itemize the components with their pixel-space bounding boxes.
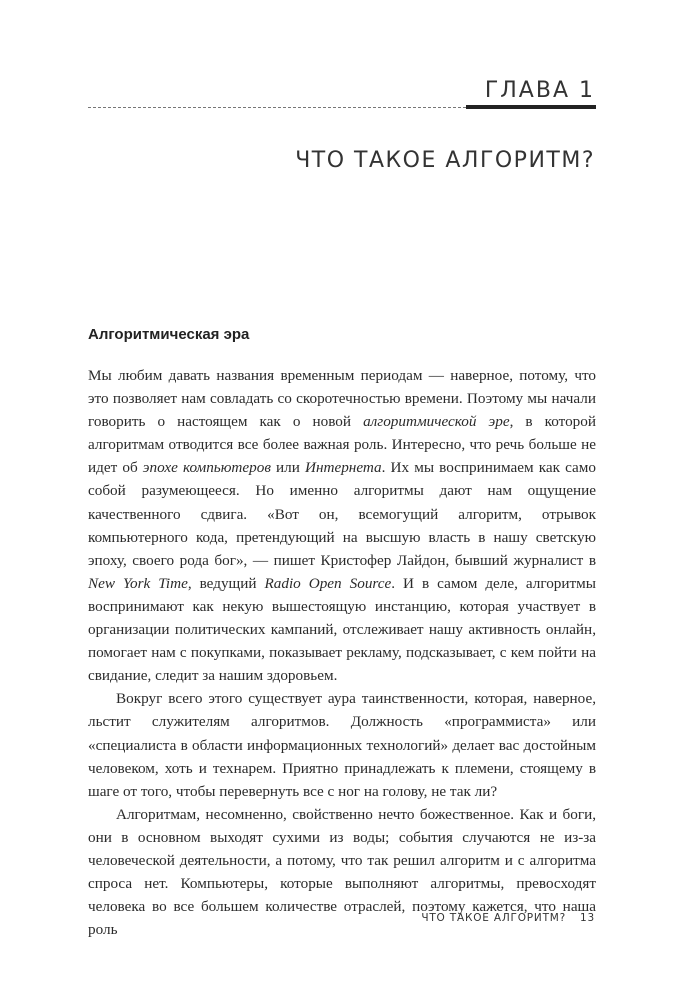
italic-text: Radio Open Source	[264, 574, 392, 592]
text-run: Вокруг всего этого существует аура таинственности, которая, наверное, льстит служителям алгоритмов. Должность «программиста» или «специалиста в области информационных технологий» делает вас достойным человеком, хоть и технарем. Приятно принадлежать к племени, стоящему в шаге от того, чтобы перевернуть все с ног на голову, не так ли?	[88, 690, 596, 800]
section-heading: Алгоритмическая эра	[88, 326, 250, 343]
italic-text: New York Time	[88, 574, 188, 592]
page-number: 13	[580, 912, 595, 924]
italic-text: эпохе компьютеров	[142, 459, 271, 477]
paragraph	[88, 364, 596, 687]
text-run: , в которой алгоритмам отводится все более важная роль. Интересно, что речь больше не идет об	[88, 413, 596, 477]
running-title: ЧТО ТАКОЕ АЛГОРИТМ?	[421, 912, 567, 924]
chapter-title: ЧТО ТАКОЕ АЛГОРИТМ?	[295, 148, 595, 173]
text-run: . Их мы воспринимаем как само собой разумеющееся. Но именно алгоритмы дают нам ощущение качественного сдвига. «Вот он, всемогущий алгоритм, отрывок компьютерного кода, претендующий на высшую власть в нашу светскую эпоху, своего рода бог», — пишет Кристофер Лайдон, бывший журналист в	[88, 459, 596, 569]
paragraph	[88, 687, 596, 802]
chapter-label: ГЛАВА 1	[484, 78, 595, 103]
chapter-dashed-rule	[88, 107, 466, 108]
italic-text: Интернета	[304, 459, 382, 477]
text-run: . И в самом деле, алгоритмы воспринимают как некую вышестоящую инстанцию, которая участвует в организации политических кампаний, отслеживает нашу активность онлайн, помогает нам с покупками, показывает рекламу, подсказывает, с кем пойти на свидание, следит за нашим здоровьем.	[88, 574, 596, 685]
text-run: или	[270, 459, 305, 477]
italic-text: алгоритмической эре	[363, 413, 510, 431]
text-run: , ведущий	[187, 574, 265, 592]
page-footer	[421, 912, 595, 924]
body-text	[88, 364, 596, 941]
chapter-thick-rule	[466, 105, 596, 109]
text-run: Мы любим давать названия временным периодам — наверное, потому, что это позволяет нам совладать со скоротечностью времени. Поэтому мы начали говорить о настоящем как о новой	[88, 367, 596, 431]
text-run: Алгоритмам, несомненно, свойственно нечто божественное. Как и боги, они в основном выходят сухими из воды; события случаются не из-за человеческой деятельности, а потому, что так решил алгоритм и с алгоритма спроса нет. Компьютеры, которые выполняют алгоритмы, превосходят человека во все большем количестве отраслей, поэтому кажется, что наша роль	[88, 805, 596, 939]
